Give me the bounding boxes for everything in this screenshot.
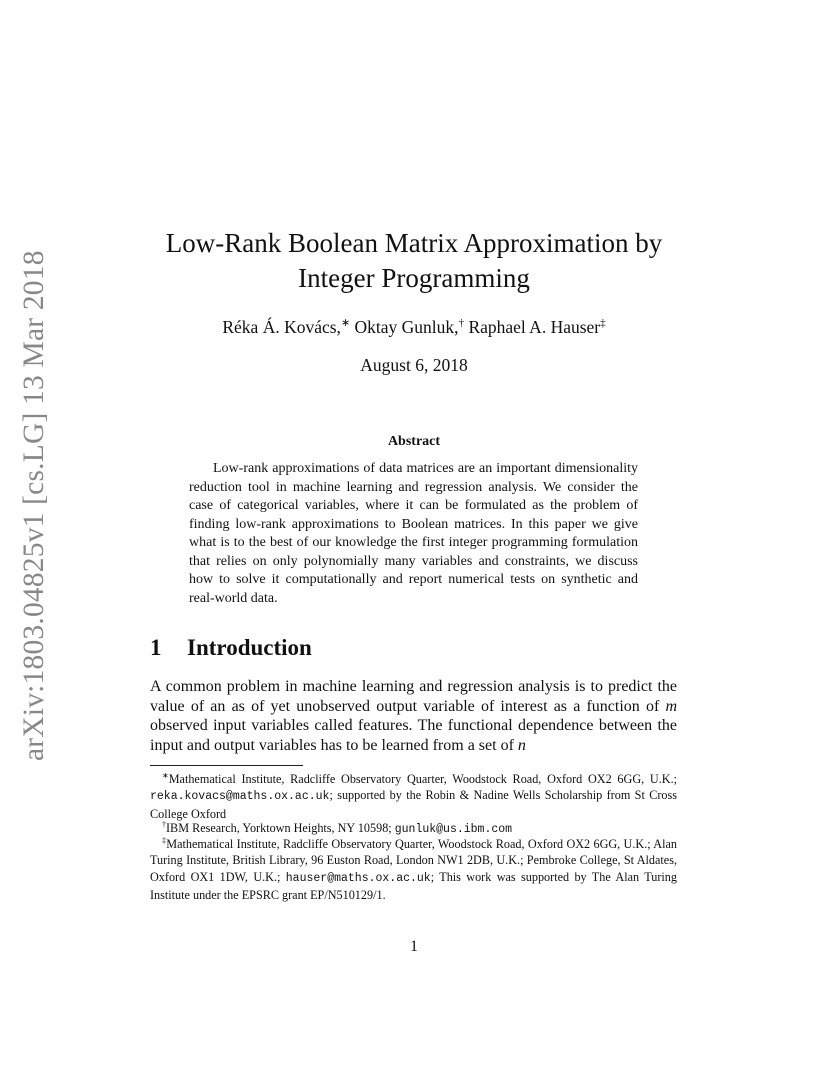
- intro-paragraph: [150, 677, 677, 756]
- footnote-rule: [150, 765, 303, 766]
- intro-text-2: observed input variables called features. The functional dependence between the input and output variables has to be learned from a set of: [150, 717, 677, 755]
- email-gunluk[interactable]: gunluk@us.ibm.com: [394, 823, 513, 837]
- email-hauser[interactable]: hauser@maths.ox.ac.uk: [285, 871, 431, 885]
- footnote-1-text-2: ; supported by the Robin & Nadine Wells Scholarship from St Cross College Oxford: [150, 788, 677, 821]
- title-line-1: Low-Rank Boolean Matrix Approximation by: [165, 228, 663, 258]
- abstract-heading: Abstract: [387, 434, 441, 449]
- author-list: [120, 316, 708, 338]
- footnote-1-text: Mathematical Institute, Radcliffe Observatory Quarter, Woodstock Road, Oxford OX2 6GG, U.K.;: [168, 772, 677, 787]
- paper-title: [120, 226, 708, 296]
- footnote-1: [150, 768, 677, 822]
- author-kovacs: Réka Á. Kovács,: [222, 316, 341, 337]
- footnote-1-mark: ∗: [162, 771, 169, 780]
- footnote-3: [150, 833, 677, 903]
- footnote-3-text: Mathematical Institute, Radcliffe Observatory Quarter, Woodstock Road, Oxford OX2 6GG, U.K.; Alan Turing Institute, British Library, 96 Euston Road, London NW1 2DB, U.K.; Pembroke College, St Aldates, Oxford OX1 1DW, U.K.;: [150, 837, 678, 884]
- author-hauser: Raphael A. Hauser: [464, 316, 601, 337]
- author-hauser-mark[interactable]: ‡: [600, 317, 606, 329]
- math-n: n: [517, 737, 526, 755]
- section-number: 1: [150, 635, 162, 660]
- footnote-3-text-2: ; This work was supported by The Alan Turing Institute under the EPSRC grant EP/N510129/1.: [150, 869, 677, 902]
- footnote-3-mark: ‡: [162, 836, 167, 845]
- page-number: 1: [410, 938, 418, 955]
- intro-text-1: A common problem in machine learning and regression analysis is to predict the value of an as of yet unobserved output variable of interest as a function of: [150, 678, 677, 715]
- footnote-2-mark: †: [162, 820, 166, 829]
- author-gunluk: Oktay Gunluk,: [350, 316, 459, 337]
- arxiv-identifier[interactable]: arXiv:1803.04825v1 [cs.LG] 13 Mar 2018: [18, 250, 50, 761]
- author-kovacs-mark[interactable]: ∗: [340, 317, 351, 329]
- author-gunluk-mark[interactable]: †: [458, 317, 465, 329]
- arxiv-sidebar: [18, 250, 58, 761]
- abstract-body: Low-rank approximations of data matrices are an important dimensionality reduction tool in machine learning and regression analysis. We consider the case of categorical variables, where it can be formulated as the problem of finding low-rank approximations to Boolean matrices. In this paper we give what is to the best of our knowledge the first integer programming formulation that relies on only polynomially many variables and constraints, we discuss how to solve it computationally and report numerical tests on synthetic and real-world data.: [189, 461, 638, 606]
- math-m: m: [665, 697, 677, 715]
- paper-date: August 6, 2018: [360, 355, 468, 375]
- section-heading: [150, 635, 312, 661]
- section-title: Introduction: [187, 635, 312, 660]
- title-line-2: Integer Programming: [298, 263, 530, 293]
- email-kovacs[interactable]: reka.kovacs@maths.ox.ac.uk: [150, 790, 330, 804]
- footnote-2-text: IBM Research, Yorktown Heights, NY 10598;: [166, 821, 395, 836]
